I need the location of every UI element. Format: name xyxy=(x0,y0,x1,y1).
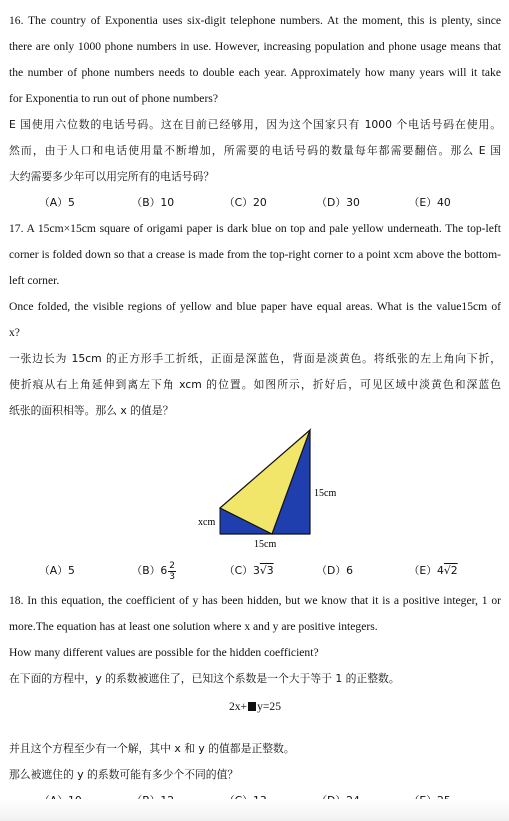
q16-cn-line: E 国使用六位数的电话号码。这在目前已经够用，因为这个国家只有 1000 个电话号码在使用。 xyxy=(9,118,501,131)
equation-right: y=25 xyxy=(257,700,282,713)
q18-en-line: more.The equation has at least one solution where x and y are positive integers. xyxy=(9,620,378,633)
q17-option-c xyxy=(224,554,316,588)
q16-option-e: （E）40 xyxy=(408,196,451,209)
q16-option-b: （B）10 xyxy=(131,196,175,209)
q17-option-c-prefix: （C）3 xyxy=(223,564,260,577)
q16-cn-line: 然而，由于人口和电话使用量不断增加，所需要的电话号码的数量每年都需要翻倍。那么 E 国 xyxy=(9,144,501,157)
q17-en-line: left corner. xyxy=(9,274,60,287)
q17-option-e-radical: √2 xyxy=(443,564,458,577)
q17-cn-line: 使折痕从右上角延伸到离左下角 xcm 的位置。如图所示，折好后，可见区域中淡黄色和深蓝色 xyxy=(9,378,501,391)
origami-figure xyxy=(9,424,501,554)
label-bottom: 15cm xyxy=(254,539,277,550)
hidden-coefficient-block xyxy=(248,702,256,711)
q17-cn-line: 一张边长为 15cm 的正方形手工折纸，正面是深蓝色，背面是淡黄色。将纸张的左上角向下折， xyxy=(9,352,501,365)
equation-left: 2x+ xyxy=(228,700,248,713)
page-bottom-shade xyxy=(0,799,509,821)
label-right: 15cm xyxy=(314,488,337,499)
q17-option-e xyxy=(409,554,501,588)
q18-cn-line: 并且这个方程至少有一个解，其中 x 和 y 的值都是正整数。 xyxy=(9,742,295,755)
q18-en-line: 18. In this equation, the coefficient of y has been hidden, but we know that it is a positive integer, 1 or xyxy=(9,594,501,607)
q16-options xyxy=(9,190,501,216)
q18-equation xyxy=(9,692,501,722)
question-17 xyxy=(9,216,501,588)
q17-options xyxy=(9,554,501,588)
q18-cn-line: 在下面的方程中，y 的系数被遮住了，已知这个系数是一个大于等于 1 的正整数。 xyxy=(9,672,400,685)
q17-option-b-numerator: 2 xyxy=(169,560,176,571)
q16-option-a: （A）5 xyxy=(39,196,75,209)
q17-option-e-prefix: （E）4 xyxy=(408,564,444,577)
origami-diagram xyxy=(198,426,337,552)
q17-cn-line: 纸张的面积相等。那么 x 的值是？ xyxy=(9,404,174,417)
q17-en-line: x? xyxy=(9,326,20,339)
q16-en-line: 16. The country of Exponentia uses six-digit telephone numbers. At the moment, this is plenty, since xyxy=(9,14,501,27)
q16-option-c: （C）20 xyxy=(223,196,267,209)
q17-option-b-denominator: 3 xyxy=(169,571,176,582)
q17-option-b-fraction xyxy=(168,561,176,582)
q16-option-d: （D）30 xyxy=(316,196,360,209)
q16-en-line: there are only 1000 phone numbers in use. However, increasing population and phone usage means that xyxy=(9,40,501,53)
q17-option-c-radical: √3 xyxy=(259,564,274,577)
q16-en-line: for Exponentia to run out of phone numbers? xyxy=(9,92,218,105)
q16-cn-line: 大约需要多少年可以用完所有的电话号码？ xyxy=(9,170,215,183)
q17-option-d: （D）6 xyxy=(316,564,353,577)
q17-option-b-prefix: （B）6 xyxy=(131,564,168,577)
q17-option-b xyxy=(131,554,223,588)
q17-en-line: 17. A 15cm×15cm square of origami paper is dark blue on top and pale yellow underneath. The top-left xyxy=(9,222,501,235)
q17-en-line: Once folded, the visible regions of yellow and blue paper have equal areas. What is the value15cm of xyxy=(9,300,501,313)
q18-cn-line: 那么被遮住的 y 的系数可能有多少个不同的值？ xyxy=(9,768,239,781)
question-18 xyxy=(9,588,501,814)
q18-en-line: How many different values are possible for the hidden coefficient? xyxy=(9,646,319,659)
q17-option-a: （A）5 xyxy=(39,564,75,577)
question-16 xyxy=(9,8,501,216)
q17-en-line: corner is folded down so that a crease is made from the top-right corner to a point xcm above the bottom- xyxy=(9,248,501,261)
label-left: xcm xyxy=(198,517,216,528)
q16-en-line: the number of phone numbers needs to double each year. Approximately how many years will it take xyxy=(9,66,501,79)
